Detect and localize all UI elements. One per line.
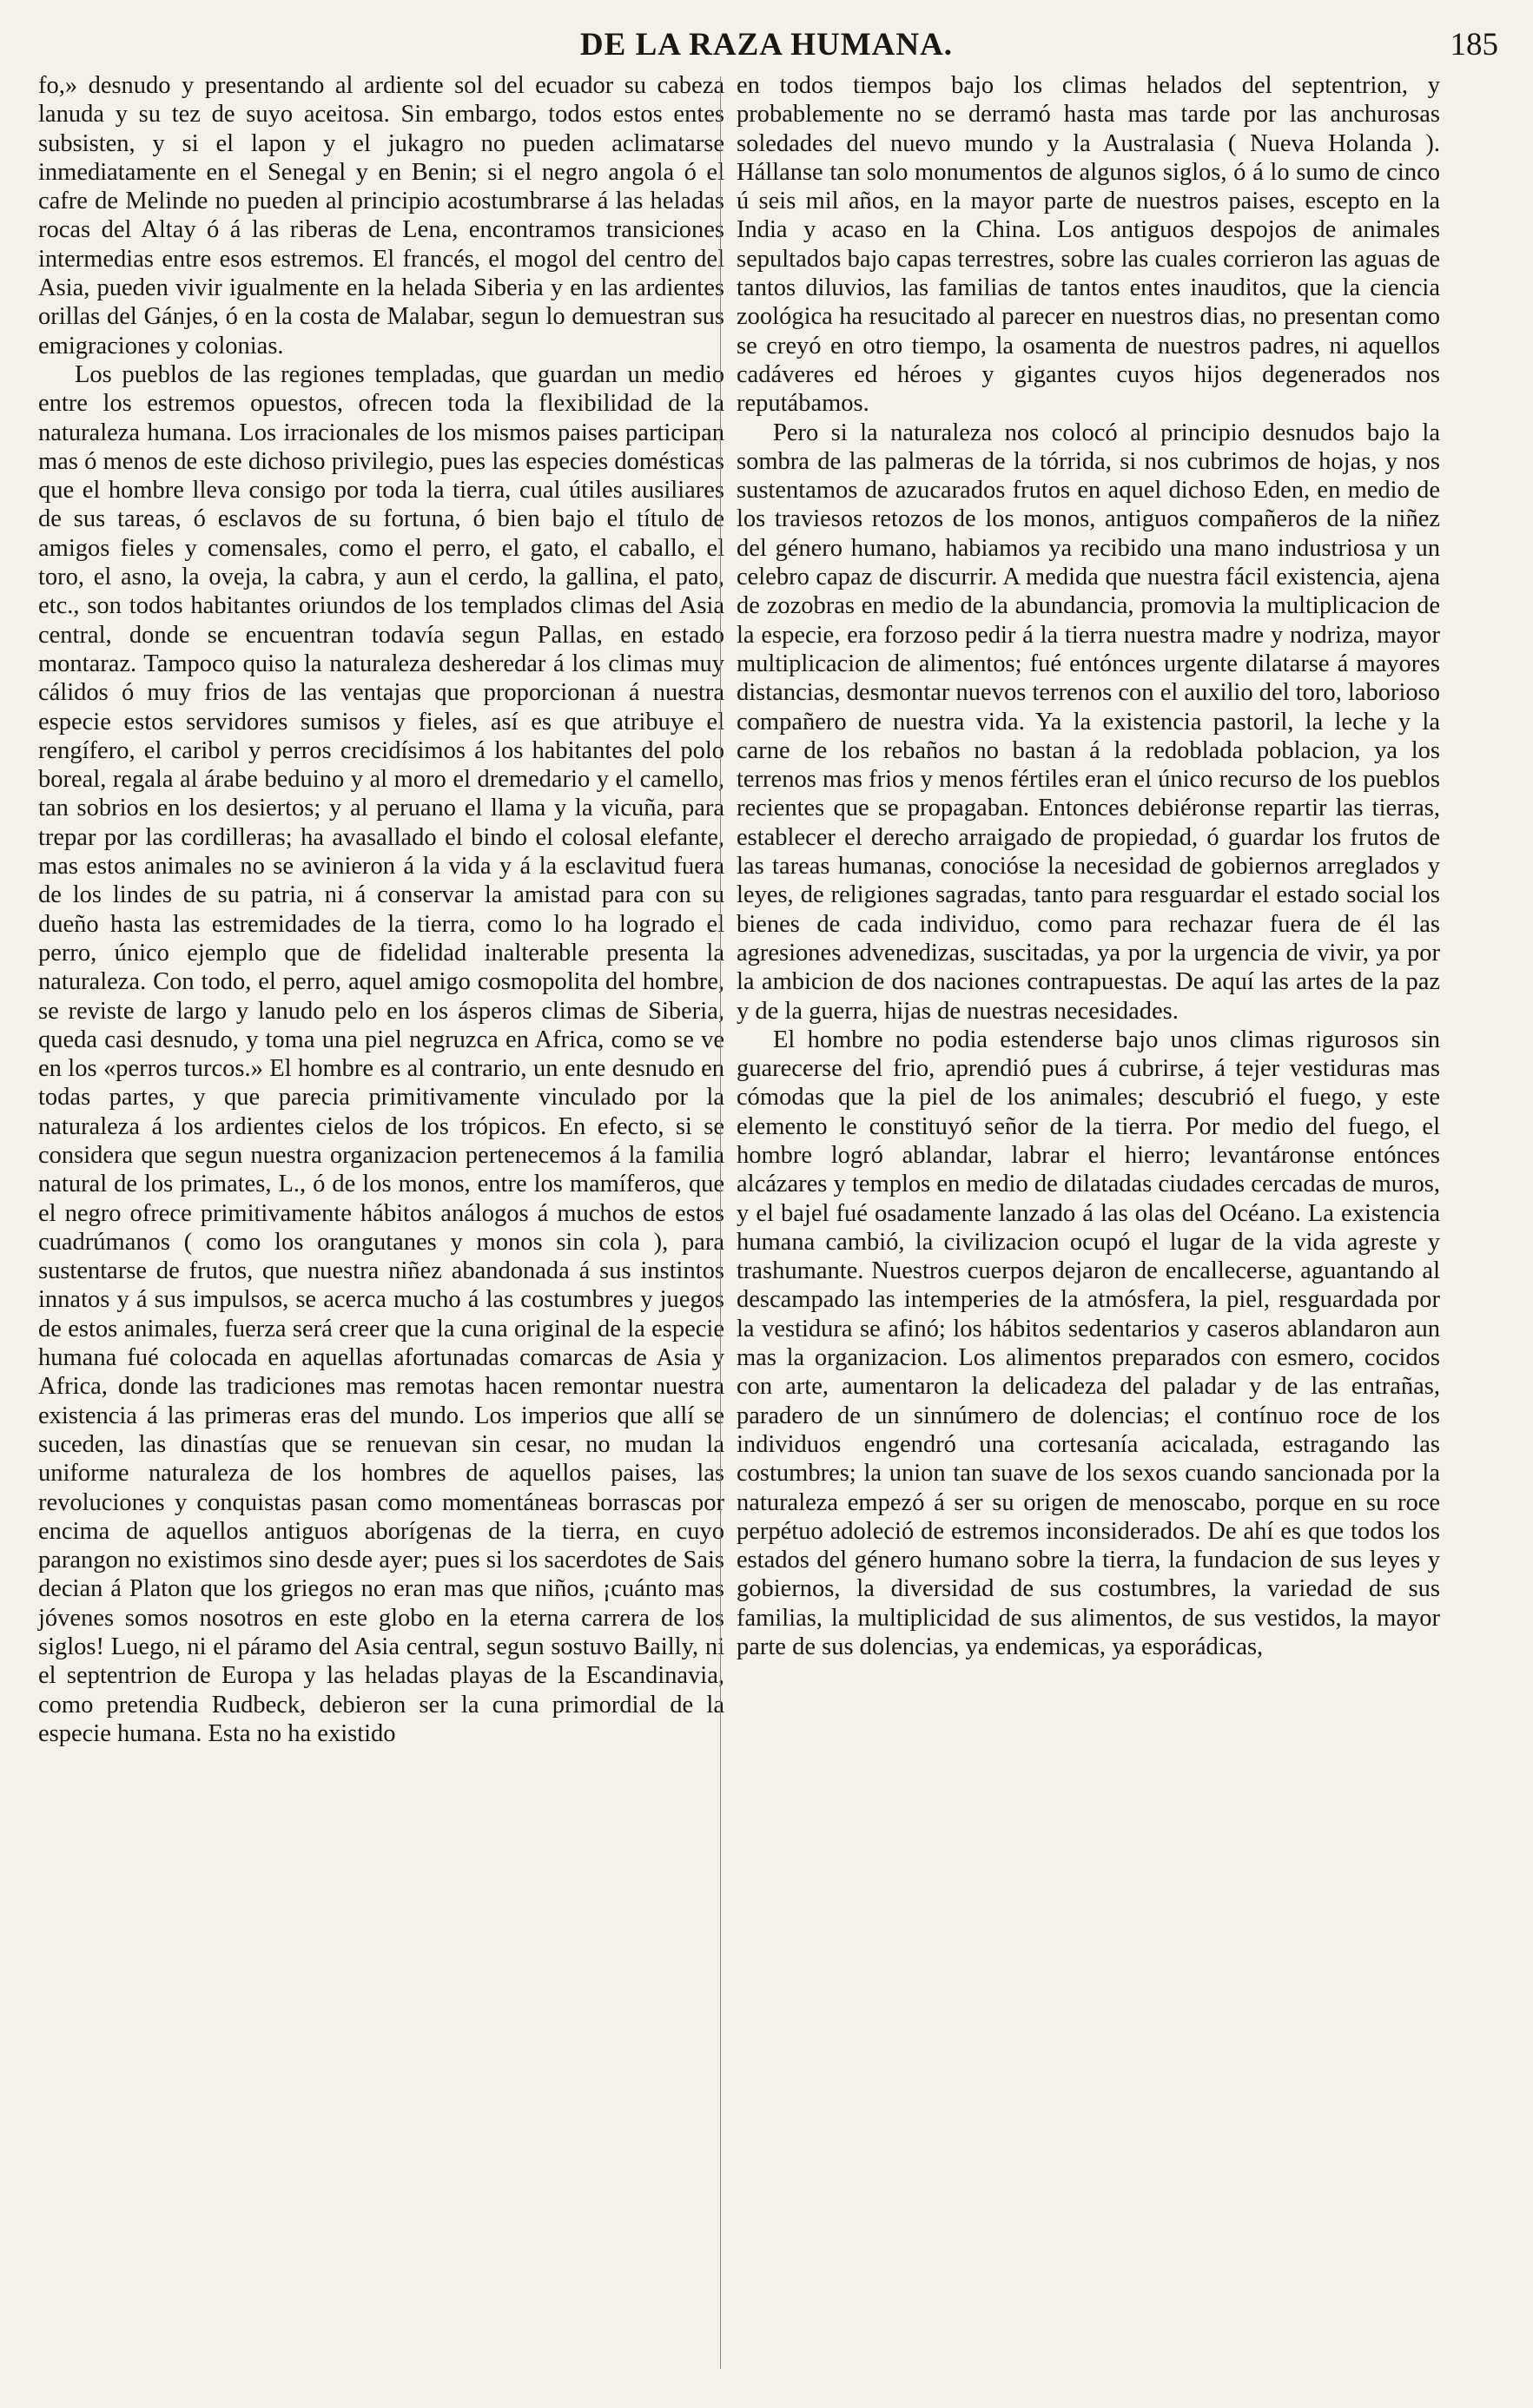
- left-column: [38, 71, 724, 1748]
- paragraph: en todos tiempos bajo los climas helados del septentrion, y probablemente no se derramó hasta mas tarde por las anchurosas soledades del nuevo mundo y la Australasia ( Nueva Holanda ). Hállanse tan solo monumentos de algunos siglos, ó á lo sumo de cinco ú seis mil años, en la mayor parte de nuestros paises, escepto en la India y acaso en la China. Los antiguos despojos de animales sepultados bajo capas terrestres, sobre las cuales corrieron las aguas de tantos diluvios, las familias de tantos entes inauditos, que la ciencia zoológica ha resucitado al parecer en nuestros dias, no presentan como se creyó en otro tiempo, la osamenta de nuestros padres, ni aquellos cadáveres ed héroes y gigantes cuyos hijos degenerados nos reputábamos.: [737, 72, 1440, 418]
- column-divider: [720, 76, 721, 2369]
- right-column: [737, 71, 1440, 1661]
- page-number: 185: [1450, 27, 1498, 63]
- page-title: DE LA RAZA HUMANA.: [579, 27, 954, 63]
- paragraph: fo,» desnudo y presentando al ardiente sol del ecuador su cabeza lanuda y su tez de suyo aceitosa. Sin embargo, todos estos entes subsisten, y si el lapon y el jukagro no pueden aclimatarse inmediatamente en el Senegal y en Benin; si el negro angola ó el cafre de Melinde no pueden al principio acostumbrarse á las heladas rocas del Altay ó á las riberas de Lena, encontramos transiciones intermedias entre esos estremos. El francés, el mogol del centro del Asia, pueden vivir igualmente en la helada Siberia y en las ardientes orillas del Gánjes, ó en la costa de Malabar, segun lo demuestran sus emigraciones y colonias.: [38, 72, 724, 360]
- paragraph: Pero si la naturaleza nos colocó al principio desnudos bajo la sombra de las palmeras de la tórrida, si nos cubrimos de hojas, y nos sustentamos de azucarados frutos en aquel dichoso Eden, en medio de los traviesos retozos de los monos, antiguos compañeros de la niñez del género humano, habiamos ya recibido una mano industriosa y un celebro capaz de discurrir. A medida que nuestra fácil existencia, ajena de zozobras en medio de la abundancia, promovia la multiplicacion de la especie, era forzoso pedir á la tierra nuestra madre y nodriza, mayor multiplicacion de alimentos; fué entónces urgente dilatarse á mayores distancias, desmontar nuevos terrenos con el auxilio del toro, laborioso compañero de nuestra vida. Ya la existencia pastoril, la leche y la carne de los rebaños no bastan á la redoblada poblacion, ya los terrenos mas frios y menos fértiles eran el único recurso de los pueblos recientes que se propagaban. Entonces debiéronse repartir las tierras, establecer el derecho arraigado de propiedad, ó guardar los frutos de las tareas humanas, conocióse la necesidad de gobiernos arreglados y leyes, de religiones sagradas, tanto para resguardar el estado social los bienes de cada individuo, como para rechazar fuera de él las agresiones advenedizas, suscitadas, ya por la urgencia de vivir, ya por la ambicion de dos naciones contrapuestas. De aquí las artes de la paz y de la guerra, hijas de nuestras necesidades.: [737, 419, 1440, 1025]
- running-head: [0, 26, 1533, 69]
- paragraph: El hombre no podia estenderse bajo unos climas rigurosos sin guarecerse del frio, aprendió pues á cubrirse, á tejer vestiduras mas cómodas que la piel de los animales; descubrió el fuego, y este elemento le constituyó señor de la tierra. Por medio del fuego, el hombre logró ablandar, labrar el hierro; levantáronse entónces alcázares y templos en medio de dilatadas ciudades cercadas de muros, y el bajel fué osadamente lanzado á las olas del Océano. La existencia humana cambió, la civilizacion ocupó el lugar de la vida agreste y trashumante. Nuestros cuerpos dejaron de encallecerse, aguantando al descampado las intemperies de la atmósfera, la piel, resguardada por la vestidura se afinó; los hábitos sedentarios y caseros ablandaron aun mas la organizacion. Los alimentos preparados con esmero, cocidos con arte, aumentaron la delicadeza del paladar y de las entrañas, paradero de un sinnúmero de dolencias; el contínuo roce de los individuos engendró una cortesanía acicalada, estragando las costumbres; la union tan suave de los sexos cuando sancionada por la naturaleza empezó á ser su origen de menoscabo, porque en su roce perpétuo adoleció de estremos inconsiderados. De ahí es que todos los estados del género humano sobre la tierra, la fundacion de sus leyes y gobiernos, la diversidad de sus costumbres, la variedad de sus familias, la multiplicidad de sus alimentos, de sus vestidos, la mayor parte de sus dolencias, ya endemicas, ya esporádicas,: [737, 1026, 1440, 1661]
- paragraph: Los pueblos de las regiones templadas, que guardan un medio entre los estremos opuestos, ofrecen toda la flexibilidad de la naturaleza humana. Los irracionales de los mismos paises participan mas ó menos de este dichoso privilegio, pues las especies domésticas que el hombre lleva consigo por toda la tierra, cual útiles ausiliares de sus tareas, ó esclavos de su fortuna, ó bien bajo el título de amigos fieles y comensales, como el perro, el gato, el caballo, el toro, el asno, la oveja, la cabra, y aun el cerdo, la gallina, el pato, etc., son todos habitantes oriundos de los templados climas del Asia central, donde se encuentran todavía segun Pallas, en estado montaraz. Tampoco quiso la naturaleza desheredar á los climas muy cálidos ó muy frios de las ventajas que proporcionan á nuestra especie estos servidores sumisos y fieles, así es que atribuye el rengífero, el caribol y perros crecidísimos á los habitantes del polo boreal, regala al árabe beduino y al moro el dremedario y el camello, tan sobrios en los desiertos; y al peruano el llama y la vicuña, para trepar por las cordilleras; ha avasallado el bindo el colosal elefante, mas estos animales no se avinieron á la vida y á la esclavitud fuera de los lindes de su patria, ni á conservar la amistad para con su dueño hasta las estremidades de la tierra, como lo ha logrado el perro, único ejemplo que de fidelidad inalterable presenta la naturaleza. Con todo, el perro, aquel amigo cosmopolita del hombre, se reviste de largo y lanudo pelo en los ásperos climas de Siberia, queda casi desnudo, y toma una piel negruzca en Africa, como se ve en los «perros turcos.» El hombre es al contrario, un ente desnudo en todas partes, y que parecia primitivamente vinculado por la naturaleza á los ardientes cielos de los trópicos. En efecto, si se considera que segun nuestra organizacion pertenecemos á la familia natural de los primates, L., ó de los monos, entre los mamíferos, que el negro ofrece primitivamente hábitos análogos á muchos de estos cuadrúmanos ( como los orangutanes y monos sin cola ), para sustentarse de frutos, que nuestra niñez abandonada á sus instintos innatos y á sus impulsos, se acerca mucho á las costumbres y juegos de estos animales, fuerza será creer que la cuna original de la especie humana fué colocada en aquellas afortunadas comarcas de Asia y Africa, donde las tradiciones mas remotas hacen remontar nuestra existencia á las primeras eras del mundo. Los imperios que allí se suceden, las dinastías que se renuevan sin cesar, no mudan la uniforme naturaleza de los hombres de aquellos paises, las revoluciones y conquistas pasan como momentáneas borrascas por encima de aquellos antiguos aborígenas de la tierra, en cuyo parangon no existimos sino desde ayer; pues si los sacerdotes de Sais decian á Platon que los griegos no eran mas que niños, ¡cuánto mas jóvenes somos nosotros en este globo en la eterna carrera de los siglos! Luego, ni el páramo del Asia central, segun sostuvo Bailly, ni el septentrion de Europa y las heladas playas de la Escandinavia, como pretendia Rudbeck, debieron ser la cuna primordial de la especie humana. Esta no ha existido: [38, 360, 724, 1747]
